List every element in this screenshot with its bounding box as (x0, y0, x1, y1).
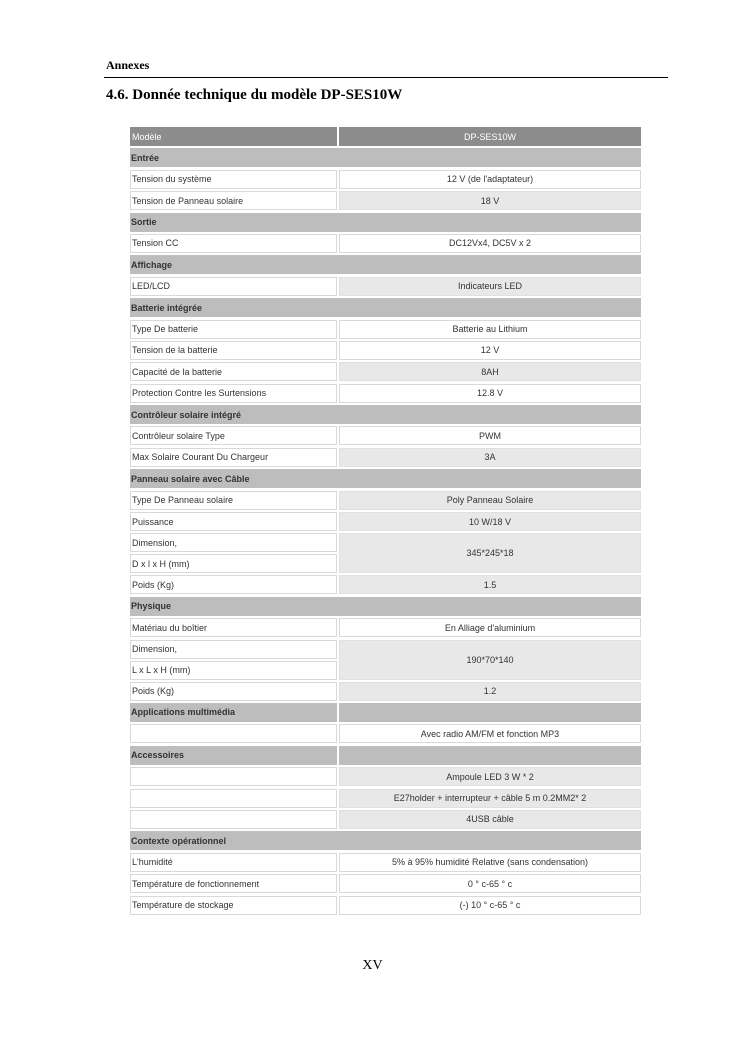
table-row (130, 362, 641, 383)
row-label: D x l x H (mm) (130, 554, 337, 573)
row-value: 4USB câble (339, 810, 641, 829)
row-value: Avec radio AM/FM et fonction MP3 (339, 724, 641, 743)
table-section-row (130, 831, 641, 852)
row-value: 345*245*18 (339, 533, 641, 573)
row-label: Protection Contre les Surtensions (130, 384, 337, 403)
row-value: 190*70*140 (339, 640, 641, 680)
row-value: 8AH (339, 362, 641, 381)
table-row (130, 575, 641, 596)
table-section-row (130, 298, 641, 319)
row-value: 3A (339, 448, 641, 467)
row-label: L'humidité (130, 853, 337, 872)
section-label: Applications multimédia (130, 703, 337, 722)
table-section-row (130, 255, 641, 276)
column-header-label: Modèle (130, 127, 337, 146)
row-value: 1.2 (339, 682, 641, 701)
table-row (130, 896, 641, 917)
table-row (130, 170, 641, 191)
table-row (130, 618, 641, 639)
running-header: Annexes (106, 58, 150, 72)
row-value: Poly Panneau Solaire (339, 491, 641, 510)
table-row (130, 277, 641, 298)
table-row (130, 682, 641, 703)
section-value-cell (339, 746, 641, 765)
table-row (130, 448, 641, 469)
row-value: Batterie au Lithium (339, 320, 641, 339)
row-value: Indicateurs LED (339, 277, 641, 296)
table-row (130, 234, 641, 255)
table-row (130, 512, 641, 533)
table-section-row (130, 213, 641, 234)
section-label: Contexte opérationnel (130, 831, 641, 850)
row-value: PWM (339, 426, 641, 445)
row-label: Max Solaire Courant Du Chargeur (130, 448, 337, 467)
row-label: Type De Panneau solaire (130, 491, 337, 510)
row-value: 12 V (339, 341, 641, 360)
section-label: Batterie intégrée (130, 298, 641, 317)
table-row (130, 853, 641, 874)
table-row (130, 341, 641, 362)
row-value: Ampoule LED 3 W * 2 (339, 767, 641, 786)
table-row (130, 426, 641, 447)
section-title: 4.6. Donnée technique du modèle DP-SES10W (106, 87, 403, 103)
row-value: 0 ° c-65 ° c (339, 874, 641, 893)
row-value: 10 W/18 V (339, 512, 641, 531)
row-label: Tension CC (130, 234, 337, 253)
row-label: Température de stockage (130, 896, 337, 915)
section-label: Entrée (130, 148, 641, 167)
row-label: Poids (Kg) (130, 575, 337, 594)
page-number: XV (362, 958, 383, 973)
row-label: Tension de la batterie (130, 341, 337, 360)
table-row (130, 191, 641, 212)
section-value-cell (339, 703, 641, 722)
row-label: Puissance (130, 512, 337, 531)
table-section-row (130, 703, 641, 724)
row-label (130, 789, 337, 808)
row-value: 12 V (de l'adaptateur) (339, 170, 641, 189)
section-label: Panneau solaire avec Câble (130, 469, 641, 488)
table-row (130, 491, 641, 512)
table-row (130, 810, 641, 831)
section-label: Accessoires (130, 746, 337, 765)
row-label (130, 767, 337, 786)
table-row (130, 384, 641, 405)
row-label: Contrôleur solaire Type (130, 426, 337, 445)
row-value: E27holder + interrupteur + câble 5 m 0.2MM2* 2 (339, 789, 641, 808)
spec-table (130, 127, 641, 917)
section-label: Physique (130, 597, 641, 616)
table-row (130, 320, 641, 341)
table-section-row (130, 597, 641, 618)
row-label: Dimension, (130, 640, 337, 659)
section-label: Contrôleur solaire intégré (130, 405, 641, 424)
row-label: L x L x H (mm) (130, 661, 337, 680)
table-row (130, 724, 641, 745)
row-label: Tension du système (130, 170, 337, 189)
row-value: En Alliage d'aluminium (339, 618, 641, 637)
row-label: Poids (Kg) (130, 682, 337, 701)
row-value: (-) 10 ° c-65 ° c (339, 896, 641, 915)
row-value: 18 V (339, 191, 641, 210)
row-label: LED/LCD (130, 277, 337, 296)
section-label: Affichage (130, 255, 641, 274)
row-label: Tension de Panneau solaire (130, 191, 337, 210)
row-label: Matériau du boîtier (130, 618, 337, 637)
table-section-row (130, 148, 641, 169)
row-label: Température de fonctionnement (130, 874, 337, 893)
row-label: Capacité de la batterie (130, 362, 337, 381)
row-label: Type De batterie (130, 320, 337, 339)
section-label: Sortie (130, 213, 641, 232)
table-section-row (130, 405, 641, 426)
row-label: Dimension, (130, 533, 337, 552)
table-section-row (130, 746, 641, 767)
column-header-value: DP-SES10W (339, 127, 641, 146)
table-row (130, 640, 641, 682)
header-divider (104, 77, 668, 78)
row-value: 1.5 (339, 575, 641, 594)
table-row (130, 874, 641, 895)
table-row (130, 789, 641, 810)
row-value: 12.8 V (339, 384, 641, 403)
table-row (130, 533, 641, 575)
row-value: DC12Vx4, DC5V x 2 (339, 234, 641, 253)
row-label (130, 810, 337, 829)
row-value: 5% à 95% humidité Relative (sans condensation) (339, 853, 641, 872)
table-header-row (130, 127, 641, 148)
table-section-row (130, 469, 641, 490)
table-row (130, 767, 641, 788)
row-label (130, 724, 337, 743)
